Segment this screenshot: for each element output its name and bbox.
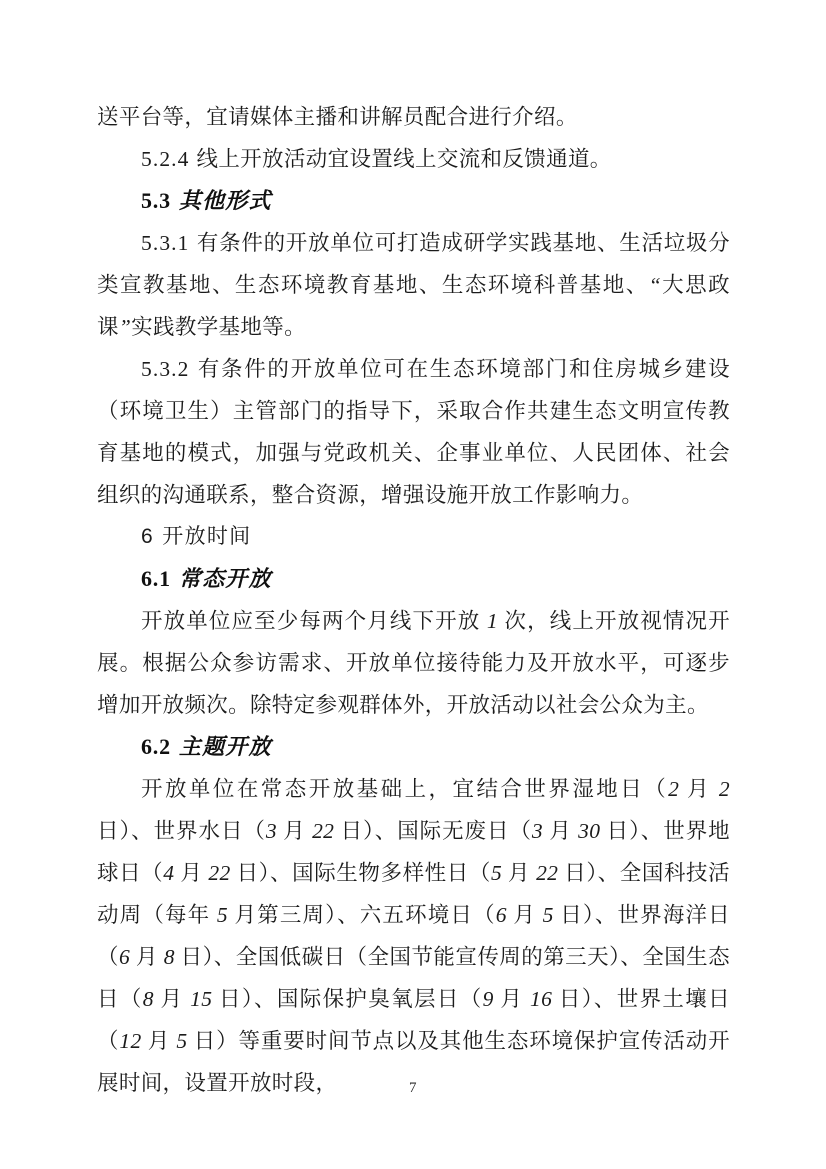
paragraph-5-2-3-continuation: 送平台等，宜请媒体主播和讲解员配合进行介绍。 <box>97 105 578 129</box>
item-5-2-4-text: 线上开放活动宜设置线上交流和反馈通道。 <box>196 147 612 171</box>
heading-5-3-number: 5.3 <box>141 188 171 213</box>
heading-6-1-number: 6.1 <box>141 566 171 591</box>
item-5-3-2 <box>97 348 730 516</box>
item-5-3-1 <box>97 222 730 348</box>
heading-6-1-title: 常态开放 <box>178 566 272 591</box>
item-5-2-4-number: 5.2.4 <box>141 147 190 171</box>
heading-6-title: 开放时间 <box>162 525 252 548</box>
item-5-2-4 <box>97 138 730 180</box>
item-5-3-2-number: 5.3.2 <box>141 357 190 381</box>
paragraph-6-1-body: 开放单位应至少每两个月线下开放 1 次，线上开放视情况开展。根据公众参访需求、开放单位接待能力及开放水平，可逐步增加开放频次。除特定参观群体外，开放活动以社会公众为主。 <box>97 609 730 717</box>
page-text-body <box>97 96 730 1104</box>
item-5-3-2-text: 有条件的开放单位可在生态环境部门和住房城乡建设（环境卫生）主管部门的指导下，采取合作共建生态文明宣传教育基地的模式，加强与党政机关、企事业单位、人民团体、社会组织的沟通联系，整合资源，增强设施开放工作影响力。 <box>97 357 730 507</box>
page-number: 7 <box>409 1080 417 1096</box>
heading-5-3 <box>97 180 730 222</box>
heading-6-2 <box>97 726 730 768</box>
heading-6-2-title: 主题开放 <box>178 734 272 759</box>
item-5-3-1-text: 有条件的开放单位可打造成研学实践基地、生活垃圾分类宣教基地、生态环境教育基地、生态环境科普基地、“大思政课”实践教学基地等。 <box>97 231 730 339</box>
paragraph-6-2-body: 开放单位在常态开放基础上，宜结合世界湿地日（2 月 2 日）、世界水日（3 月 22 日）、国际无废日（3 月 30 日）、世界地球日（4 月 22 日）、国际生物多样性日（5 月 22 日）、全国科技活动周（每年 5 月第三周）、六五环境日（6 月 5 日）、世界海洋日（6 月 8 日）、全国低碳日（全国节能宣传周的第三天）、全国生态日（8 月 15 日）、国际保护臭氧层日（9 月 16 日）、世界土壤日（12 月 5 日）等重要时间节点以及其他生态环境保护宣传活动开展时间，设置开放时段， <box>97 777 730 1095</box>
item-5-3-1-number: 5.3.1 <box>141 231 190 255</box>
heading-6 <box>97 516 730 558</box>
heading-6-number: 6 <box>141 525 154 548</box>
heading-6-2-number: 6.2 <box>141 734 171 759</box>
heading-6-1 <box>97 558 730 600</box>
heading-5-3-title: 其他形式 <box>178 188 272 213</box>
